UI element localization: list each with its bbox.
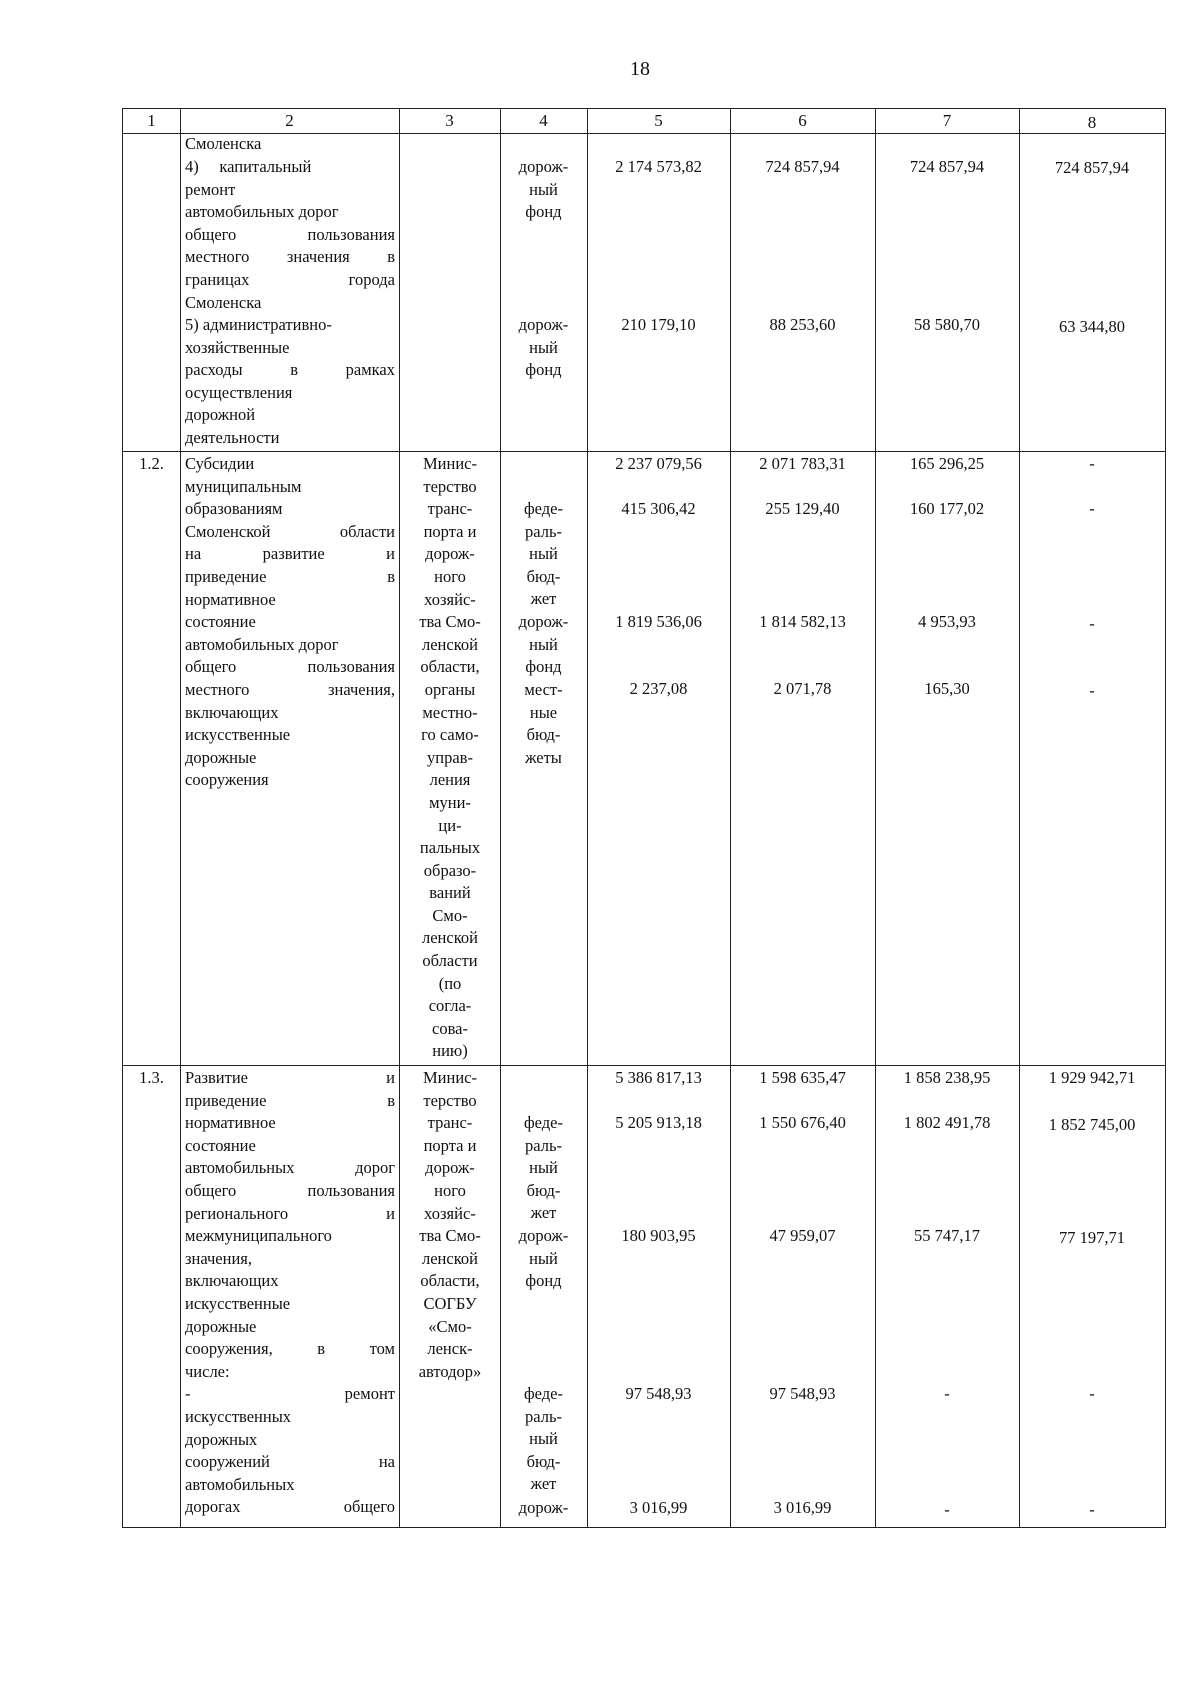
responsible-line: дорож- bbox=[425, 1158, 475, 1178]
row-name-line: автомобильных дорог bbox=[185, 1158, 395, 1178]
responsible-line: согла- bbox=[428, 996, 472, 1016]
year2-amount: 1 802 491,78 bbox=[903, 1113, 991, 1132]
funding-source-line: жет bbox=[530, 1474, 557, 1494]
funding-source-line: фонд bbox=[525, 360, 562, 380]
funding-source-line: жеты bbox=[525, 747, 562, 767]
row-name-line: общего пользования bbox=[185, 657, 395, 677]
responsible-line: местно- bbox=[422, 702, 478, 722]
row-name-line: искусственные bbox=[185, 1293, 291, 1313]
row-name-line: межмуниципального bbox=[185, 1226, 332, 1246]
funding-source-line: феде- bbox=[523, 1113, 563, 1132]
year3-amount: - bbox=[1089, 499, 1095, 518]
funding-source-line: фонд bbox=[525, 657, 562, 677]
row-name-line: искусственные bbox=[185, 725, 291, 745]
year1-amount: 3 016,99 bbox=[773, 1498, 832, 1517]
funding-source-line: раль- bbox=[525, 521, 562, 541]
responsible-line: автодор» bbox=[418, 1361, 482, 1381]
row-name-line: осуществления bbox=[185, 382, 293, 402]
row-name-line: включающих bbox=[185, 1271, 279, 1291]
funding-source-line: бюд- bbox=[526, 566, 561, 586]
responsible-line: органы bbox=[424, 679, 476, 699]
total-amount: 1 819 536,06 bbox=[615, 612, 702, 631]
year2-amount: 165,30 bbox=[924, 679, 970, 698]
responsible-line: ваний bbox=[429, 883, 471, 903]
row-name-line: дорожные bbox=[185, 747, 257, 767]
year2-amount: 4 953,93 bbox=[918, 612, 976, 631]
row-name-line: нормативное bbox=[185, 589, 276, 609]
responsible-line: дорож- bbox=[425, 544, 475, 564]
responsible-line: области, bbox=[420, 1271, 480, 1291]
row-name-line: расходы в рамках bbox=[185, 360, 395, 380]
year3-amount: - bbox=[1089, 614, 1095, 633]
column-divider bbox=[180, 109, 181, 1527]
row-number: 1.3. bbox=[139, 1068, 164, 1087]
year3-amount: 63 344,80 bbox=[1059, 317, 1125, 336]
funding-source-line: ный bbox=[529, 337, 558, 357]
column-header-7: 7 bbox=[942, 111, 952, 130]
year2-amount: 1 858 238,95 bbox=[903, 1068, 991, 1087]
column-header-4: 4 bbox=[539, 111, 548, 130]
responsible-line: порта и bbox=[423, 1135, 477, 1155]
responsible-line: пальных bbox=[419, 838, 481, 858]
responsible-line: Минис- bbox=[423, 1068, 477, 1087]
column-header-1: 1 bbox=[147, 111, 156, 130]
row-name-line: приведение в bbox=[185, 1090, 395, 1110]
responsible-line: муни- bbox=[429, 792, 471, 812]
row-name-line: приведение в bbox=[185, 566, 395, 586]
funding-source bbox=[500, 498, 587, 611]
row-name-line: образованиям bbox=[185, 499, 283, 519]
responsible-line: Смо- bbox=[432, 905, 468, 925]
responsible-line: терство bbox=[423, 1090, 477, 1110]
responsible-line: ного bbox=[434, 566, 466, 586]
row-name-line: нормативное bbox=[185, 1113, 276, 1133]
year1-amount: 724 857,94 bbox=[765, 157, 840, 176]
row-name-line: автомобильных дорог bbox=[185, 202, 339, 222]
year2-amount: 165 296,25 bbox=[909, 454, 985, 473]
responsible-line: ленской bbox=[422, 1248, 478, 1268]
row-name-line: хозяйственные bbox=[185, 337, 290, 357]
funding-source bbox=[500, 1225, 587, 1293]
row-name-line: регионального и bbox=[185, 1203, 395, 1223]
row-name-line: состояние bbox=[185, 1135, 256, 1155]
funding-source-line: бюд- bbox=[526, 1451, 561, 1471]
funding-source-line: жет bbox=[530, 1203, 557, 1223]
row-name-line: включающих bbox=[185, 702, 279, 722]
row-name-line: Смоленской области bbox=[185, 521, 395, 541]
row-name-line: общего пользования bbox=[185, 1180, 395, 1200]
year3-amount: 1 852 745,00 bbox=[1048, 1115, 1136, 1134]
column-header-3: 3 bbox=[445, 111, 454, 130]
total-amount: 210 179,10 bbox=[621, 315, 696, 334]
responsible-line: ления bbox=[429, 770, 471, 790]
funding-source bbox=[500, 156, 587, 224]
row-divider bbox=[123, 1065, 1165, 1066]
row-name-line: числе: bbox=[185, 1361, 230, 1381]
funding-source-line: жет bbox=[530, 589, 557, 609]
funding-source bbox=[500, 611, 587, 679]
responsible-line: сова- bbox=[432, 1018, 468, 1038]
year1-amount: 1 598 635,47 bbox=[759, 1068, 846, 1087]
row-name-line: состояние bbox=[185, 612, 256, 632]
row-name-line: общего пользования bbox=[185, 224, 395, 244]
responsible-line: области bbox=[422, 951, 478, 971]
funding-source bbox=[500, 314, 587, 382]
row-name-line: деятельности bbox=[185, 427, 280, 447]
row-name-line: Смоленска bbox=[185, 292, 262, 312]
funding-source-line: фонд bbox=[525, 1271, 562, 1291]
funding-source-line: фонд bbox=[525, 202, 562, 222]
total-amount: 3 016,99 bbox=[629, 1498, 688, 1517]
column-header-5: 5 bbox=[654, 111, 663, 130]
funding-source-line: ный bbox=[529, 1248, 558, 1268]
row-name-line: искусственных bbox=[185, 1406, 292, 1426]
year1-amount: 255 129,40 bbox=[765, 499, 840, 518]
year1-amount: 1 814 582,13 bbox=[759, 612, 846, 631]
year3-amount: - bbox=[1089, 1384, 1095, 1403]
responsible-line: го само- bbox=[421, 725, 479, 745]
funding-source-line: ные bbox=[529, 702, 558, 722]
row-name-line: дорожных bbox=[185, 1429, 258, 1449]
funding-source-line: ный bbox=[529, 1429, 558, 1449]
responsible-line: области, bbox=[420, 657, 480, 677]
row-name-line: дорожные bbox=[185, 1316, 257, 1336]
row-name bbox=[185, 156, 395, 314]
row-name-line: на развитие и bbox=[185, 544, 395, 564]
year2-amount: 55 747,17 bbox=[914, 1226, 980, 1245]
row-name-line: границах города bbox=[185, 269, 395, 289]
responsible-line: (по bbox=[438, 973, 462, 993]
year2-amount: 58 580,70 bbox=[914, 315, 980, 334]
page-number: 18 bbox=[630, 58, 650, 80]
row-name-line: значения, bbox=[185, 1248, 253, 1268]
funding-source-line: феде- bbox=[523, 1384, 563, 1403]
funding-source-line: раль- bbox=[525, 1135, 562, 1155]
responsible-line: ленск- bbox=[427, 1339, 473, 1359]
row-name bbox=[185, 453, 395, 792]
responsible-line: ного bbox=[434, 1180, 466, 1200]
funding-source-line: мест- bbox=[524, 680, 563, 699]
year3-amount: 724 857,94 bbox=[1054, 158, 1130, 177]
row-name bbox=[185, 314, 395, 450]
funding-source bbox=[500, 1383, 587, 1496]
row-divider bbox=[123, 451, 1165, 452]
funding-source-line: ный bbox=[529, 544, 558, 564]
row-name-line: Субсидии bbox=[185, 454, 255, 473]
funding-source-line: ный bbox=[529, 179, 558, 199]
responsible-line: нию) bbox=[432, 1041, 468, 1061]
responsible-line: хозяйс- bbox=[424, 1203, 476, 1223]
total-amount: 415 306,42 bbox=[621, 499, 696, 518]
responsible-line: тва Смо- bbox=[419, 1226, 481, 1246]
row-name-line: сооружения, в том bbox=[185, 1339, 395, 1359]
responsible-line: транс- bbox=[427, 1113, 473, 1133]
budget-table bbox=[122, 108, 1166, 1528]
year1-amount: 1 550 676,40 bbox=[759, 1113, 846, 1132]
responsible-line: ленской bbox=[422, 928, 478, 948]
row-name-line: сооружений на bbox=[185, 1452, 395, 1472]
funding-source-line: раль- bbox=[525, 1406, 562, 1426]
responsible-line: транс- bbox=[427, 499, 473, 519]
row-name-line: автомобильных bbox=[185, 1474, 295, 1494]
row-name-line: дорогах общего bbox=[185, 1497, 395, 1517]
year3-amount: 1 929 942,71 bbox=[1048, 1068, 1136, 1087]
funding-source-line: дорож- bbox=[518, 612, 569, 631]
year1-amount: 2 071 783,31 bbox=[759, 454, 846, 473]
year2-amount: 160 177,02 bbox=[909, 499, 985, 518]
row-name-line: ремонт bbox=[185, 179, 236, 199]
column-header-8: 8 bbox=[1087, 113, 1097, 132]
total-amount: 97 548,93 bbox=[625, 1384, 692, 1403]
funding-source-line: феде- bbox=[523, 499, 563, 518]
responsible-executor bbox=[400, 1067, 500, 1383]
responsible-line: управ- bbox=[427, 747, 473, 767]
row-name-line: - ремонт bbox=[185, 1384, 395, 1404]
row-name-line: местного значения, bbox=[185, 679, 395, 699]
responsible-line: терство bbox=[423, 476, 477, 496]
row-name-line: автомобильных дорог bbox=[185, 634, 339, 654]
year2-amount: 724 857,94 bbox=[909, 157, 985, 176]
row-name-line: дорожной bbox=[185, 405, 256, 425]
responsible-line: образо- bbox=[423, 860, 477, 880]
row-name-line: сооружения bbox=[185, 770, 269, 790]
funding-source-line: дорож- bbox=[518, 315, 569, 334]
year1-amount: 88 253,60 bbox=[769, 315, 836, 334]
row-name bbox=[185, 133, 395, 156]
funding-source-line: ный bbox=[529, 1158, 558, 1178]
responsible-line: Минис- bbox=[423, 454, 477, 473]
column-header-6: 6 bbox=[798, 111, 807, 130]
responsible-line: «Смо- bbox=[428, 1316, 472, 1336]
funding-source-line: дорож- bbox=[518, 157, 569, 176]
row-name-line: Смоленска bbox=[185, 134, 262, 153]
responsible-line: ленской bbox=[422, 634, 478, 654]
row-name bbox=[185, 1067, 395, 1519]
row-name-line: 5) административно- bbox=[185, 315, 332, 334]
funding-source-line: ный bbox=[529, 634, 558, 654]
total-amount: 5 205 913,18 bbox=[615, 1113, 702, 1132]
total-amount: 180 903,95 bbox=[621, 1226, 696, 1245]
funding-source bbox=[500, 1112, 587, 1225]
funding-source-line: бюд- bbox=[526, 725, 561, 745]
responsible-line: СОГБУ bbox=[423, 1293, 477, 1313]
year3-amount: 77 197,71 bbox=[1059, 1228, 1125, 1247]
year3-amount: - bbox=[1089, 1500, 1095, 1519]
funding-source bbox=[500, 679, 587, 769]
responsible-executor bbox=[400, 453, 500, 1063]
responsible-line: хозяйс- bbox=[424, 589, 476, 609]
year1-amount: 47 959,07 bbox=[769, 1226, 836, 1245]
row-name-line: местного значения в bbox=[185, 247, 395, 267]
year2-amount: - bbox=[944, 1500, 950, 1519]
funding-source-line: дорож- bbox=[518, 1498, 569, 1517]
year1-amount: 97 548,93 bbox=[769, 1384, 836, 1403]
responsible-line: порта и bbox=[423, 521, 477, 541]
total-amount: 5 386 817,13 bbox=[615, 1068, 702, 1087]
responsible-line: тва Смо- bbox=[419, 612, 481, 632]
year1-amount: 2 071,78 bbox=[773, 679, 832, 698]
funding-source-line: дорож- bbox=[518, 1226, 569, 1245]
total-amount: 2 237 079,56 bbox=[615, 454, 702, 473]
column-header-2: 2 bbox=[285, 111, 294, 130]
row-name-line: 4) капитальный bbox=[185, 157, 312, 176]
total-amount: 2 174 573,82 bbox=[615, 157, 702, 176]
row-name-line: муниципальным bbox=[185, 476, 302, 496]
row-name-line: Развитие и bbox=[185, 1068, 395, 1087]
funding-source bbox=[500, 1497, 587, 1520]
total-amount: 2 237,08 bbox=[629, 679, 688, 698]
year2-amount: - bbox=[944, 1384, 950, 1403]
responsible-line: ци- bbox=[438, 815, 462, 835]
year3-amount: - bbox=[1089, 681, 1095, 700]
year3-amount: - bbox=[1089, 454, 1095, 473]
funding-source-line: бюд- bbox=[526, 1180, 561, 1200]
row-number: 1.2. bbox=[139, 454, 164, 473]
